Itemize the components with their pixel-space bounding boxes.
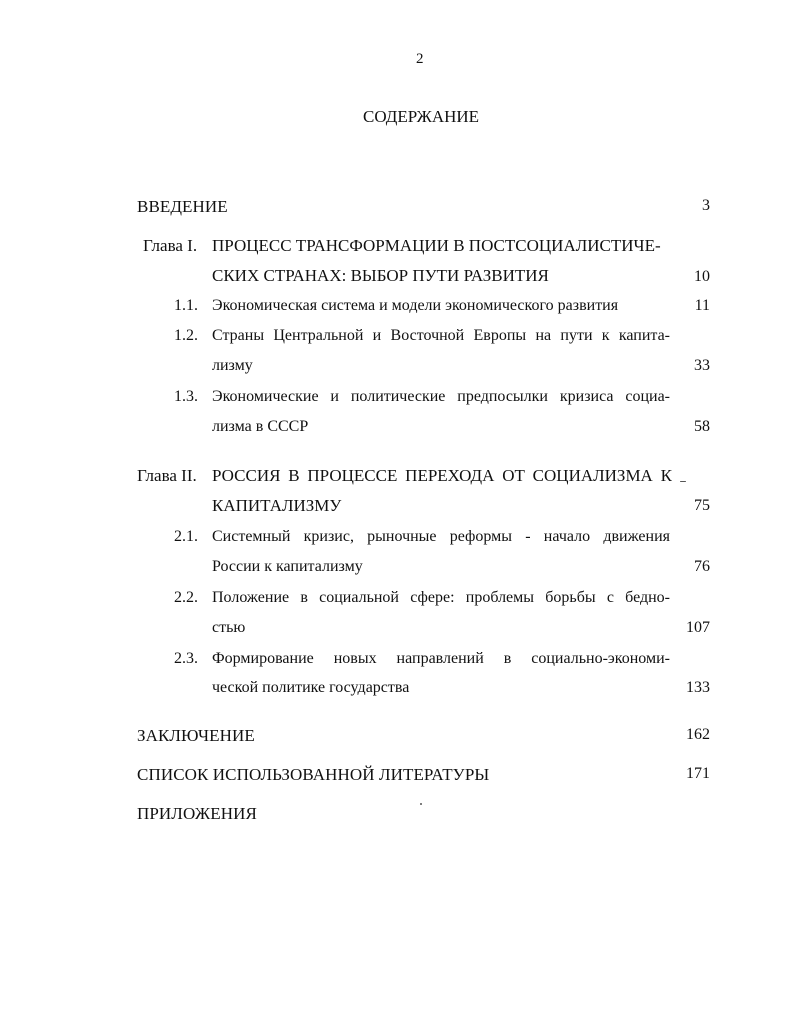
scan-speck (680, 481, 686, 482)
toc-section-number: 1.1. (174, 297, 198, 314)
page-title: СОДЕРЖАНИЕ (363, 107, 480, 126)
toc-section-page: 58 (694, 418, 710, 435)
toc-chapter1-title-line2: СКИХ СТРАНАХ: ВЫБОР ПУТИ РАЗВИТИЯ (212, 266, 549, 285)
toc-section-title: Экономическая система и модели экономического развития (212, 297, 619, 314)
toc-section-title: Системный кризис, рыночные реформы - начало движения (212, 528, 670, 545)
toc-intro-page: 3 (702, 197, 710, 214)
toc-section-title-cont: России к капитализму (212, 558, 363, 575)
toc-bibliography-label: СПИСОК ИСПОЛЬЗОВАННОЙ ЛИТЕРАТУРЫ (137, 765, 490, 784)
toc-section-page: 33 (694, 357, 710, 374)
toc-conclusion-page: 162 (686, 726, 710, 743)
toc-chapter1-page: 10 (694, 268, 710, 285)
toc-section-title: Формирование новых направлений в социально-экономи- (212, 650, 670, 667)
toc-section-page: 107 (686, 619, 710, 636)
scan-speck (420, 803, 422, 805)
toc-section-page: 76 (694, 558, 710, 575)
toc-section-number: 1.2. (174, 327, 198, 344)
toc-bibliography-page: 171 (686, 765, 710, 782)
toc-section-title: Экономические и политические предпосылки кризиса социа- (212, 388, 670, 405)
toc-conclusion-label: ЗАКЛЮЧЕНИЕ (137, 726, 255, 745)
toc-section-title-cont: ческой политике государства (212, 679, 410, 696)
toc-section-number: 2.2. (174, 589, 198, 606)
toc-section-number: 2.3. (174, 650, 198, 667)
toc-intro-label: ВВЕДЕНИЕ (137, 197, 228, 216)
toc-section-title-cont: стью (212, 619, 246, 636)
toc-section-title: Страны Центральной и Восточной Европы на пути к капита- (212, 327, 670, 344)
toc-chapter2-title-line1: РОССИЯ В ПРОЦЕССЕ ПЕРЕХОДА ОТ СОЦИАЛИЗМА К (212, 466, 672, 485)
toc-section-title-cont: лизму (212, 357, 253, 374)
toc-chapter1-prefix: Глава I. (143, 236, 198, 255)
toc-chapter1-title-line1: ПРОЦЕСС ТРАНСФОРМАЦИИ В ПОСТСОЦИАЛИСТИЧЕ- (212, 236, 661, 255)
toc-section-number: 1.3. (174, 388, 198, 405)
toc-section-number: 2.1. (174, 528, 198, 545)
toc-appendices-label: ПРИЛОЖЕНИЯ (137, 804, 257, 823)
toc-section-page: 11 (694, 297, 710, 314)
toc-chapter2-page: 75 (694, 497, 710, 514)
toc-chapter2-prefix: Глава II. (137, 466, 197, 485)
toc-chapter2-title-line2: КАПИТАЛИЗМУ (212, 496, 342, 515)
toc-section-title-cont: лизма в СССР (212, 418, 309, 435)
toc-section-page: 133 (686, 679, 710, 696)
toc-section-title: Положение в социальной сфере: проблемы борьбы с бедно- (212, 589, 670, 606)
page-number: 2 (416, 51, 424, 67)
